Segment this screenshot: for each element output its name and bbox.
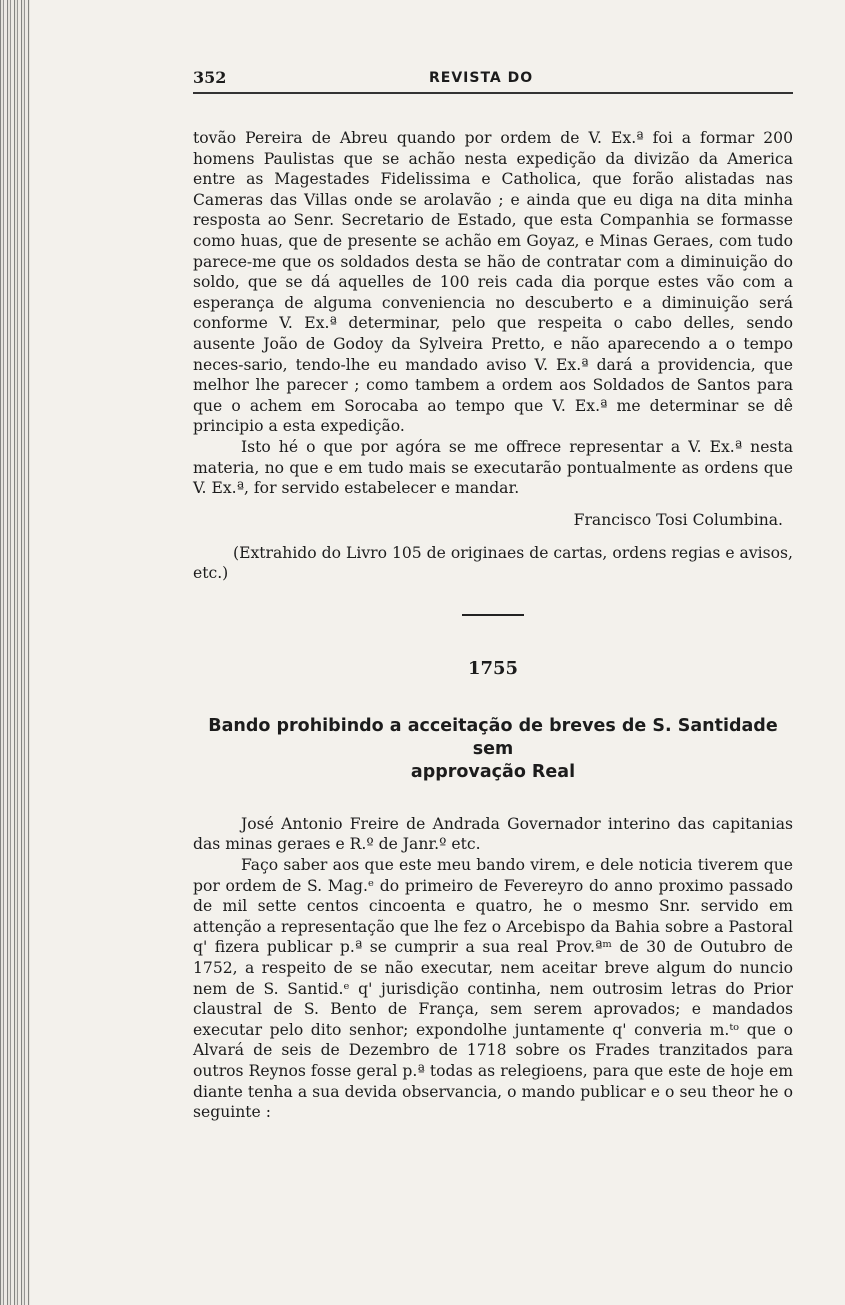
section-title bbox=[193, 715, 793, 784]
body-paragraph-1: tovão Pereira de Abreu quando por ordem de V. Ex.ª foi a formar 200 homens Paulistas que se achão nesta expedição da divizão da America entre as Magestades Fidelissima e Catholica, que forão alistadas nas Cameras das Villas onde se arolavão ; e ainda que eu diga na dita minha resposta ao Senr. Secretario de Estado, que esta Companhia se formasse como huas, que de presente se achão em Goyaz, e Minas Geraes, com tudo parece-me que os soldados desta se hão de contratar com a diminuição do soldo, que se dá aquelles de 100 reis cada dia porque estes vão com a esperança de alguma conveniencia no descuberto e a diminuição será conforme V. Ex.ª determinar, pelo que respeita o cabo delles, sendo ausente João de Godoy da Sylveira Pretto, e não aparecendo a o tempo neces-sario, tendo-lhe eu mandado aviso V. Ex.ª dará a providencia, que melhor lhe parecer ; como tambem a ordem aos Soldados de Santos para que o achem em Sorocaba ao tempo que V. Ex.ª me determinar se dê principio a esta expedição. bbox=[193, 129, 793, 436]
source-note: (Extrahido do Livro 105 de originaes de cartas, ordens regias e avisos, etc.) bbox=[193, 543, 793, 583]
section-title-line-2: approvação Real bbox=[410, 761, 576, 782]
signature: Francisco Tosi Columbina. bbox=[573, 510, 783, 529]
book-page bbox=[193, 62, 793, 1123]
running-title: REVISTA DO bbox=[429, 70, 534, 86]
section-paragraph-2: Faço saber aos que este meu bando virem, e dele noticia tiverem que por ordem de S. Mag.ᵉ do primeiro de Fevereyro do anno proximo passado de mil sette centos cincoenta e quatro, he o mesmo Snr. servido em attenção a representação que lhe fez o Arcebispo da Bahia sobre a Pastoral q' fizera publicar p.ª se cumprir a sua real Prov.ªᵐ de 30 de Outubro de 1752, a respeito de se não executar, nem aceitar breve algum do nuncio nem de S. Santid.ᵉ q' jurisdição continha, nem outrosim letras do Prior claustral de S. Bento de França, sem serem aprovados; e mandados executar pelo dito senhor; expondolhe juntamente q' converia m.ᵗᵒ que o Alvará de seis de Dezembro de 1718 sobre os Frades tranzitados para outros Reynos fosse geral p.ª todas as relegioens, para que este de hoje em diante tenha a sua devida observancia, o mando publicar e o seu theor he o seguinte : bbox=[193, 856, 793, 1122]
body-paragraph-2: Isto hé o que por agóra se me offrece representar a V. Ex.ª nesta materia, no que e em tudo mais se executarão pontualmente as ordens que V. Ex.ª, for servido estabelecer e mandar. bbox=[193, 437, 793, 498]
section-title-line-1: Bando prohibindo a acceitação de breves de S. Santidade sem bbox=[208, 715, 778, 759]
page-header bbox=[193, 62, 793, 94]
section-divider bbox=[462, 614, 524, 616]
book-binding-edge bbox=[0, 0, 30, 1305]
page-number: 352 bbox=[193, 68, 227, 87]
section-paragraph-1: José Antonio Freire de Andrada Governador interino das capitanias das minas geraes e R.º de Janr.º etc. bbox=[193, 814, 793, 854]
section-year: 1755 bbox=[467, 657, 519, 679]
